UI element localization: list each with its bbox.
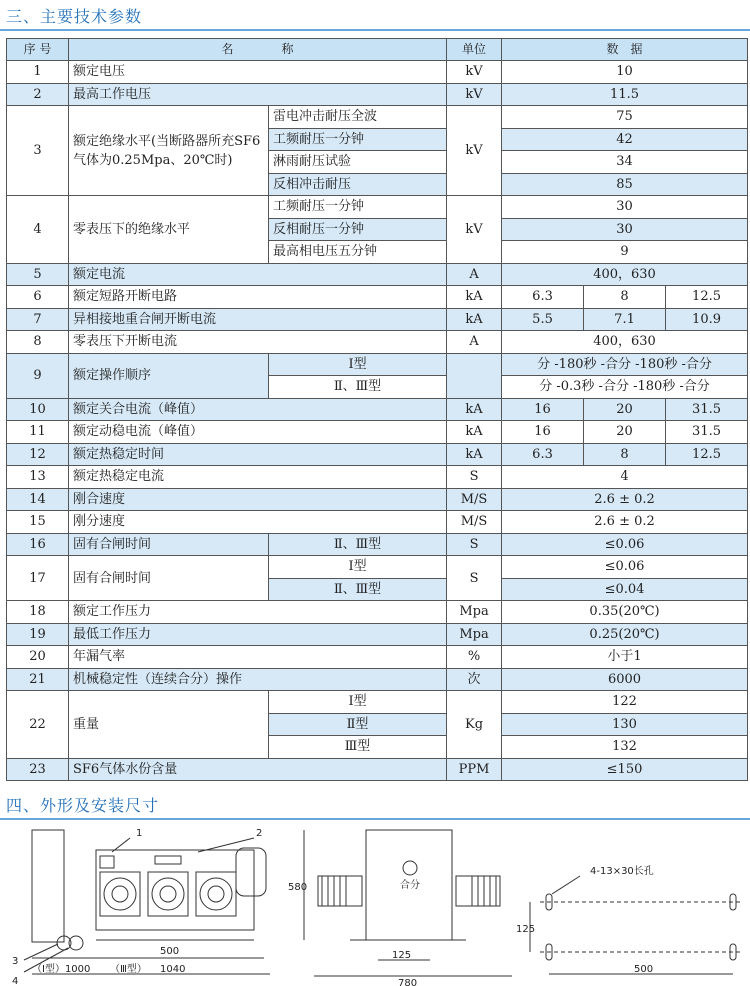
callout-label-3: 3: [12, 956, 19, 967]
row-no: 19: [7, 623, 69, 646]
row-no: 17: [7, 556, 69, 601]
row-name: 额定工作压力: [69, 601, 447, 624]
row-no: 22: [7, 691, 69, 759]
row-unit: kA: [447, 286, 502, 309]
row-unit: kA: [447, 308, 502, 331]
front-view: [24, 830, 270, 974]
row-unit: kV: [447, 83, 502, 106]
row-no: 23: [7, 758, 69, 781]
table-row: [7, 398, 748, 421]
row-no: 15: [7, 511, 69, 534]
dimension-125: 125: [392, 950, 412, 961]
row-value: 75: [502, 106, 748, 129]
row-no: 1: [7, 61, 69, 84]
row-name: 零表压下的绝缘水平: [69, 196, 269, 264]
row-value: 400，630: [502, 331, 748, 354]
row-unit: S: [447, 466, 502, 489]
row-value-2: 20: [584, 398, 666, 421]
row-no: 5: [7, 263, 69, 286]
row-name: 额定短路开断电路: [69, 286, 447, 309]
table-row: [7, 668, 748, 691]
row-name: 额定操作顺序: [69, 353, 269, 398]
row-name: 额定电流: [69, 263, 447, 286]
table-row: [7, 646, 748, 669]
table-row: [7, 601, 748, 624]
callout-label-1: 1: [136, 828, 143, 839]
dimension-580: 580: [288, 882, 308, 893]
row-no: 3: [7, 106, 69, 196]
row-value-3: 31.5: [666, 398, 748, 421]
row-value-2: 8: [584, 286, 666, 309]
row-unit: kA: [447, 443, 502, 466]
row-name: 额定电压: [69, 61, 447, 84]
row-value: 4: [502, 466, 748, 489]
callout-label-4: 4: [12, 976, 19, 986]
row-no: 16: [7, 533, 69, 556]
row-value: 2.6 ± 0.2: [502, 511, 748, 534]
row-sub: 最高相电压五分钟: [269, 241, 447, 264]
table-row: [7, 421, 748, 444]
row-unit: S: [447, 533, 502, 556]
row-unit: Kg: [447, 691, 502, 759]
dimension-type-iii: （Ⅲ型）: [110, 964, 147, 975]
row-name: 最高工作电压: [69, 83, 447, 106]
row-unit: kV: [447, 61, 502, 84]
row-value-1: 6.3: [502, 286, 584, 309]
col-header-data: 数 据: [502, 39, 748, 61]
table-row: [7, 196, 748, 219]
row-sub: 淋雨耐压试验: [269, 151, 447, 174]
row-name: 额定动稳电流（峰值）: [69, 421, 447, 444]
row-sub: Ⅰ型: [269, 691, 447, 714]
row-no: 18: [7, 601, 69, 624]
mounting-hole-layout: [530, 876, 742, 974]
row-name: 刚分速度: [69, 511, 447, 534]
row-sub: 反相冲击耐压: [269, 173, 447, 196]
row-no: 2: [7, 83, 69, 106]
table-row: [7, 466, 748, 489]
dimension-1040: 1040: [160, 964, 186, 975]
row-unit: kA: [447, 398, 502, 421]
row-unit: %: [447, 646, 502, 669]
col-header-unit: 单位: [447, 39, 502, 61]
table-row: [7, 511, 748, 534]
row-no: 10: [7, 398, 69, 421]
row-no: 7: [7, 308, 69, 331]
table-row: [7, 556, 748, 579]
row-value: 85: [502, 173, 748, 196]
row-value: ≤0.06: [502, 556, 748, 579]
row-sub: 工频耐压一分钟: [269, 128, 447, 151]
table-row: [7, 331, 748, 354]
row-value-2: 7.1: [584, 308, 666, 331]
dimension-500: 500: [160, 946, 180, 957]
table-header-row: [7, 39, 748, 61]
row-no: 21: [7, 668, 69, 691]
row-value: 9: [502, 241, 748, 264]
row-value: ≤0.04: [502, 578, 748, 601]
row-name: 零表压下开断电流: [69, 331, 447, 354]
row-no: 6: [7, 286, 69, 309]
row-sub: 反相耐压一分钟: [269, 218, 447, 241]
row-name: 机械稳定性（连续合分）操作: [69, 668, 447, 691]
row-sub: Ⅱ、Ⅲ型: [269, 533, 447, 556]
row-name: 重量: [69, 691, 269, 759]
switch-mark: 合分: [400, 880, 420, 891]
row-unit: S: [447, 556, 502, 601]
row-value: 130: [502, 713, 748, 736]
table-row: [7, 623, 748, 646]
row-sub: Ⅰ型: [269, 556, 447, 579]
row-value-1: 16: [502, 398, 584, 421]
spec-table: [6, 38, 748, 781]
row-unit: 次: [447, 668, 502, 691]
row-sub: Ⅱ、Ⅲ型: [269, 376, 447, 399]
row-name: SF6气体水份含量: [69, 758, 447, 781]
table-row: [7, 263, 748, 286]
row-value: 分 -0.3秒 -合分 -180秒 -合分: [502, 376, 748, 399]
row-value: 11.5: [502, 83, 748, 106]
row-value-1: 16: [502, 421, 584, 444]
dimension-780: 780: [398, 978, 418, 986]
row-value: 6000: [502, 668, 748, 691]
callout-label-2: 2: [256, 828, 263, 839]
row-value-3: 31.5: [666, 421, 748, 444]
table-row: [7, 488, 748, 511]
row-no: 12: [7, 443, 69, 466]
row-value: 0.35(20℃): [502, 601, 748, 624]
row-name: 额定热稳定时间: [69, 443, 447, 466]
row-unit: PPM: [447, 758, 502, 781]
row-unit: A: [447, 331, 502, 354]
row-value-1: 6.3: [502, 443, 584, 466]
row-value: 132: [502, 736, 748, 759]
row-no: 13: [7, 466, 69, 489]
row-value: 400，630: [502, 263, 748, 286]
row-unit: kA: [447, 421, 502, 444]
row-name: 异相接地重合闸开断电流: [69, 308, 447, 331]
row-sub: Ⅰ型: [269, 353, 447, 376]
row-unit: Mpa: [447, 623, 502, 646]
row-name: 最低工作压力: [69, 623, 447, 646]
row-value: 34: [502, 151, 748, 174]
table-row: [7, 533, 748, 556]
row-value: 2.6 ± 0.2: [502, 488, 748, 511]
row-value: 小于1: [502, 646, 748, 669]
dimension-hole-125: 125: [516, 924, 536, 935]
row-name: 额定关合电流（峰值）: [69, 398, 447, 421]
row-value-3: 10.9: [666, 308, 748, 331]
dimension-hole-500: 500: [634, 964, 654, 975]
table-row: [7, 308, 748, 331]
row-unit: kV: [447, 196, 502, 264]
table-row: [7, 758, 748, 781]
row-sub: Ⅲ型: [269, 736, 447, 759]
dimension-drawing: [0, 812, 750, 986]
row-name: 额定热稳定电流: [69, 466, 447, 489]
row-no: 11: [7, 421, 69, 444]
row-unit: [447, 353, 502, 398]
row-name: 固有合闸时间: [69, 556, 269, 601]
row-unit: M/S: [447, 488, 502, 511]
row-value: 0.25(20℃): [502, 623, 748, 646]
table-row: [7, 61, 748, 84]
row-no: 9: [7, 353, 69, 398]
table-row: [7, 353, 748, 376]
row-sub: Ⅱ、Ⅲ型: [269, 578, 447, 601]
row-sub: Ⅱ型: [269, 713, 447, 736]
row-value-2: 8: [584, 443, 666, 466]
row-unit: M/S: [447, 511, 502, 534]
row-value: 10: [502, 61, 748, 84]
row-value: 42: [502, 128, 748, 151]
table-row: [7, 83, 748, 106]
row-sub: 工频耐压一分钟: [269, 196, 447, 219]
row-value-2: 20: [584, 421, 666, 444]
row-unit: kV: [447, 106, 502, 196]
section-title-params: 三、主要技术参数: [6, 7, 143, 26]
table-row: [7, 691, 748, 714]
col-header-no: 序 号: [7, 39, 69, 61]
row-unit: Mpa: [447, 601, 502, 624]
row-name: 年漏气率: [69, 646, 447, 669]
row-value-3: 12.5: [666, 286, 748, 309]
row-name: 额定绝缘水平(当断路器所充SF6气体为0.25Mpa、20℃时): [69, 106, 269, 196]
table-row: [7, 106, 748, 129]
row-unit: A: [447, 263, 502, 286]
row-no: 14: [7, 488, 69, 511]
row-value: 122: [502, 691, 748, 714]
row-no: 4: [7, 196, 69, 264]
hole-note: 4-13×30长孔: [590, 866, 654, 877]
row-value: 30: [502, 196, 748, 219]
row-no: 8: [7, 331, 69, 354]
row-value: 分 -180秒 -合分 -180秒 -合分: [502, 353, 748, 376]
row-value: 30: [502, 218, 748, 241]
row-value-1: 5.5: [502, 308, 584, 331]
row-value-3: 12.5: [666, 443, 748, 466]
table-row: [7, 443, 748, 466]
table-row: [7, 286, 748, 309]
section-divider: [0, 29, 750, 31]
row-sub: 雷电冲击耐压全波: [269, 106, 447, 129]
col-header-name: 名 称: [69, 39, 447, 61]
row-name: 刚合速度: [69, 488, 447, 511]
section-title-dimensions: 四、外形及安装尺寸: [6, 796, 160, 815]
row-value: ≤0.06: [502, 533, 748, 556]
row-no: 20: [7, 646, 69, 669]
row-value: ≤150: [502, 758, 748, 781]
row-name: 固有合闸时间: [69, 533, 269, 556]
dimension-type-i: （Ⅰ型）1000: [32, 964, 91, 975]
